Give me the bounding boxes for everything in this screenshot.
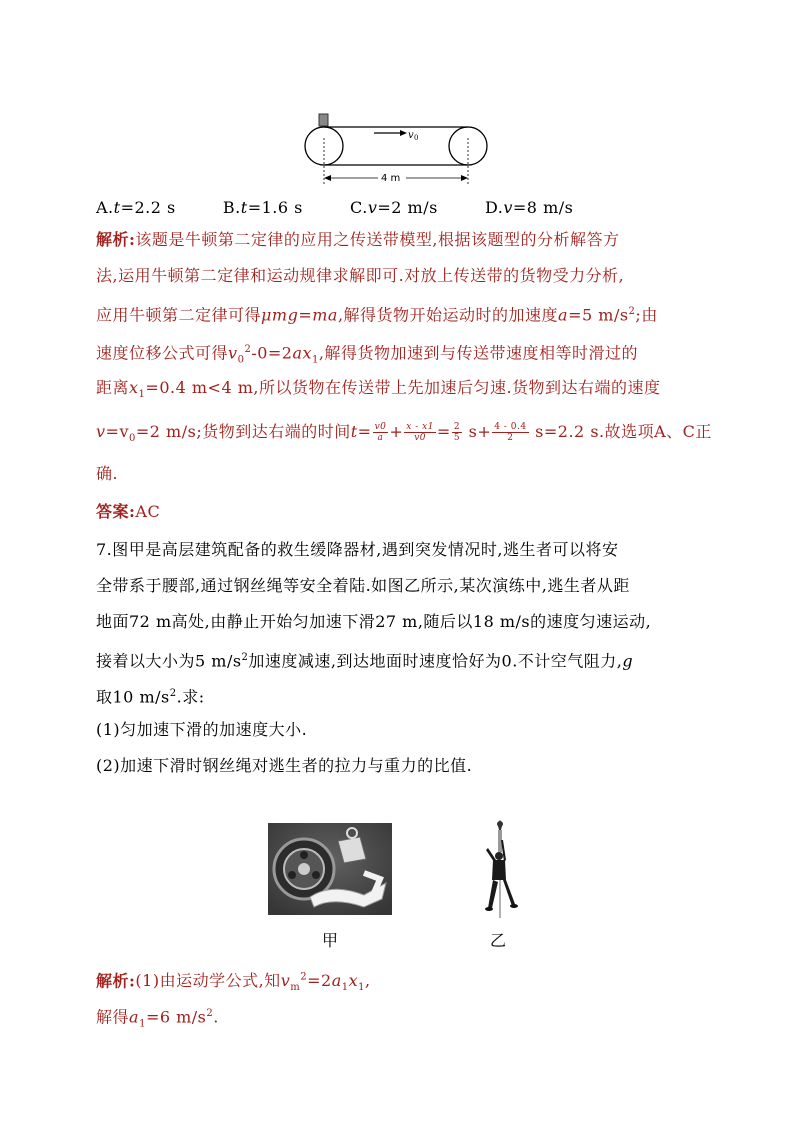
option-c: C.v=2 m/s — [350, 198, 438, 217]
distance-label: 4 m — [381, 173, 401, 184]
cargo-box — [319, 114, 328, 126]
question-7-line-1: 7.图甲是高层建筑配备的救生缓降器材,遇到突发情况时,逃生者可以将安 — [96, 540, 619, 559]
fraction-x-x1-v0: $\frac{x - x1}{v0}$ — [406, 422, 434, 443]
solution-line-6: $v=v_0=2$ m/s;货物到达右端的时间t= $\frac{v0}{a}$ + $\frac{x - x1}{v0}$ = $\frac{2}{5}$ s+ $\frac{4 - 0.4}{2}$ s=2.2 s.故选项A、C正 — [96, 422, 712, 445]
solution-line-1: 解析:该题是牛顿第二定律的应用之传送带模型,根据该题型的分析解答方 — [96, 230, 620, 249]
question-7-line-2: 全带系于腰部,通过钢丝绳等安全着陆.如图乙所示,某次演练中,逃生者从距 — [96, 576, 630, 595]
person-descending-figure — [470, 820, 530, 918]
question-7-line-5: 取10 $m/s^2$.求: — [96, 687, 205, 707]
question-7-line-3: 地面72 m高处,由静止开始匀加速下滑27 m,随后以18 m/s的速度匀速运动, — [96, 612, 652, 631]
conveyor-belt-figure — [300, 110, 490, 190]
solution-7-line-1: 解析:(1)由运动学公式,知$v_m^2=2a_1x_1$, — [96, 971, 371, 994]
solution-line-5: 距离$x_1=0.4$ m<4 m,所以货物在传送带上先加速后匀速.货物到达右端的速度 — [96, 378, 661, 401]
answer-line: 答案:AC — [96, 502, 161, 521]
solution-line-4: 速度位移公式可得$v_0^2-0=2ax_1$,解得货物加速到与传送带速度相等时滑过的 — [96, 343, 639, 366]
solution-line-7: 确. — [96, 464, 119, 483]
figure-caption-b: 乙 — [490, 931, 507, 950]
option-d: D.v=8 m/s — [485, 198, 574, 217]
fraction-v0-a: $\frac{v0}{a}$ — [374, 422, 387, 443]
option-b: B.t=1.6 s — [222, 198, 303, 217]
solution-7-line-2: 解得$a_1=6$ $m/s^2$. — [96, 1007, 219, 1030]
solution-line-3: 应用牛顿第二定律可得μmg=ma,解得货物开始运动时的加速度a=5 $m/s^2$;由 — [96, 305, 658, 325]
svg-text:0: 0 — [414, 134, 419, 142]
solution-line-2: 法,运用牛顿第二定律和运动规律求解即可.对放上传送带的货物受力分析, — [96, 266, 625, 285]
fraction-36-2: $\frac{4 - 0.4}{2}$ — [494, 422, 527, 443]
figure-caption-a: 甲 — [322, 931, 339, 950]
question-7-part-2: (2)加速下滑时钢丝绳对逃生者的拉力与重力的比值. — [96, 756, 473, 775]
velocity-label: v — [408, 130, 414, 141]
option-a: A.t=2.2 s — [96, 198, 176, 217]
question-7-part-1: (1)匀加速下滑的加速度大小. — [96, 720, 308, 739]
answer-options — [96, 198, 573, 218]
fraction-2-5: $\frac{2}{5}$ — [453, 422, 461, 443]
descent-device-photo — [268, 823, 392, 915]
question-7-line-4: 接着以大小为5 $m/s^2$加速度减速,到达地面时速度恰好为0.不计空气阻力,g — [96, 651, 634, 671]
